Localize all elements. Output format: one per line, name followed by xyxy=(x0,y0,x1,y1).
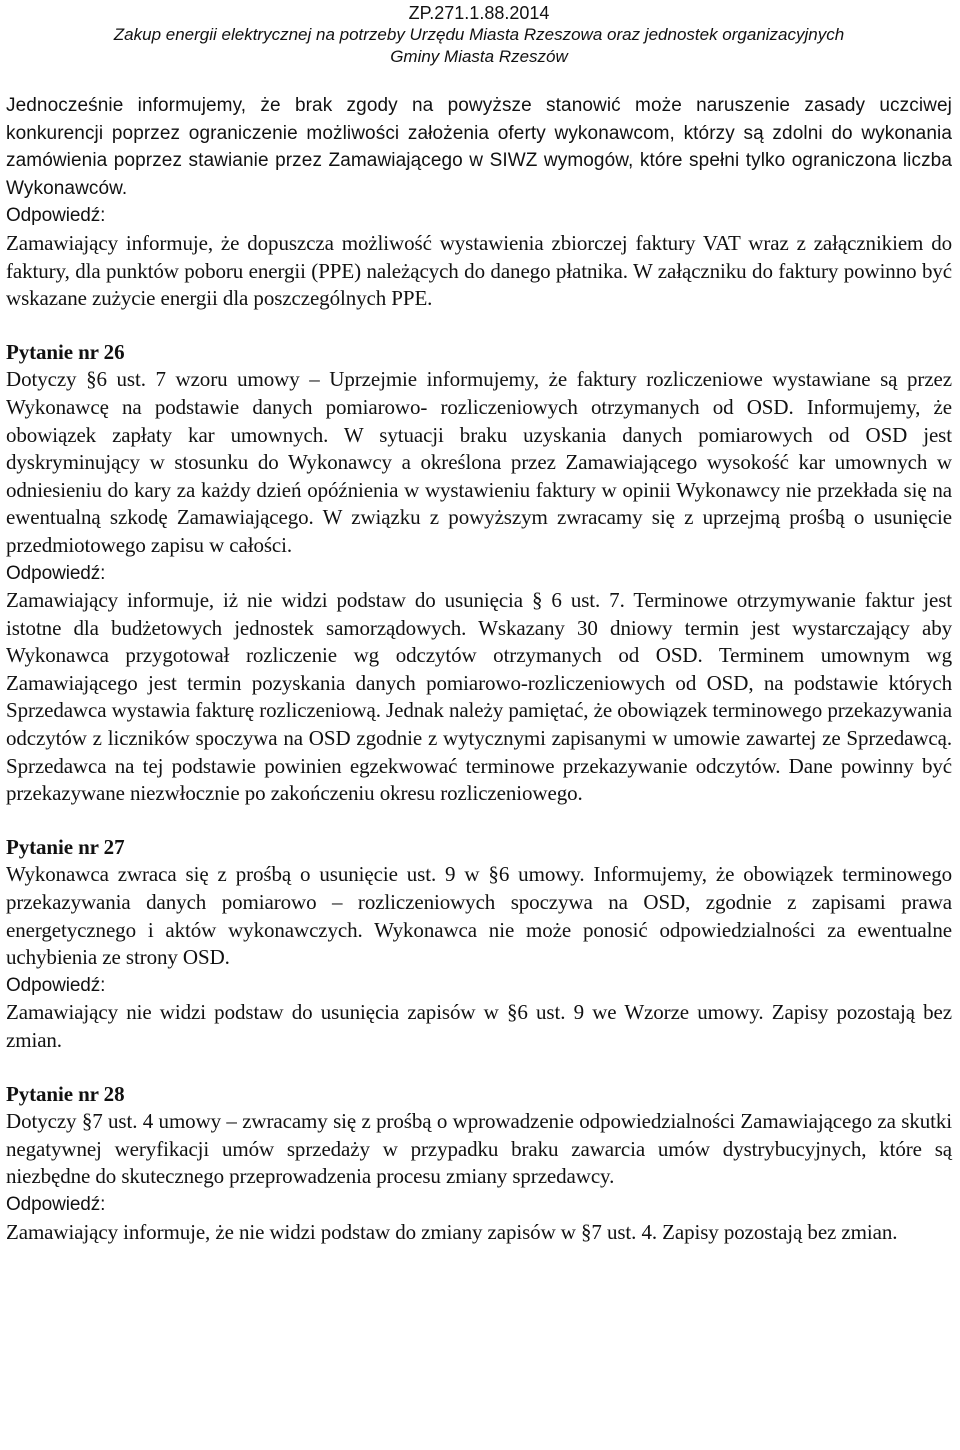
question-26-text: Dotyczy §6 ust. 7 wzoru umowy – Uprzejmie informujemy, że faktury rozliczeniowe wystawiane są przez Wykonawcę na podstawie danych pomiarowo- rozliczeniowych otrzymanych od OSD. Informujemy, że obowiązek zapłaty kar umownych. W sytuacji braku uzyskania danych pomiarowych od OSD jest dyskryminujący w stosunku do Wykonawcy a określona przez Zamawiającego wysokość kar umownych w odniesieniu do kary za każdy dzień opóźnienia w wystawieniu faktury w opinii Wykonawcy nie przekłada się na ewentualną szkodę Zamawiającego. W związku z powyższym zwracamy się z uprzejmą prośbą o usunięcie przedmiotowego zapisu w całości. xyxy=(6,367,952,557)
question-28-text: Dotyczy §7 ust. 4 umowy – zwracamy się z prośbą o wprowadzenie odpowiedzialności Zamawiającego za skutki negatywnej weryfikacji umów sprzedaży w przypadku braku zawarcia umów dystrybucyjnych, które są niezbędne do skutecznego przeprowadzenia procesu zmiany sprzedawcy. xyxy=(6,1109,952,1189)
document-body xyxy=(6,92,952,1246)
intro-paragraph: Jednocześnie informujemy, że brak zgody na powyższe stanowić może naruszenie zasady uczciwej konkurencji poprzez ograniczenie możliwości założenia oferty wykonawcom, którzy są zdolni do wykonania zamówienia poprzez stawianie przez Zamawiającego w SIWZ wymogów, które spełni tylko ograniczona liczba Wykonawców. xyxy=(6,95,952,199)
question-26-answer: Zamawiający informuje, iż nie widzi podstaw do usunięcia § 6 ust. 7. Terminowe otrzymywanie faktur jest istotne dla budżetowych jednostek samorządowych. Wskazany 30 dniowy termin jest wystarczający aby Wykonawca przygotował rozliczenie wg odczytów otrzymanych od OSD. Terminem umownym wg Zamawiającego jest termin pozyskania danych pomiarowo-rozliczeniowych od OSD, na podstawie których Sprzedawca wystawia fakturę rozliczeniową. Jednak należy pamiętać, że obowiązek terminowego przekazywania odczytów z liczników spoczywa na OSD zgodnie z wytycznymi zapisanymi w umowie zawartej ze Sprzedawcą. Sprzedawca na tej podstawie powinien egzekwować terminowe przekazywanie odczytów. Dane powinny być przekazywane niezwłocznie po zakończeniu okresu rozliczeniowego. xyxy=(6,588,952,806)
question-27-heading: Pytanie nr 27 xyxy=(6,834,125,859)
header-title-line-1: Zakup energii elektrycznej na potrzeby Urzędu Miasta Rzeszowa oraz jednostek organizacyjnych xyxy=(113,25,845,44)
question-27-answer-label: Odpowiedź: xyxy=(6,974,106,996)
question-27-text: Wykonawca zwraca się z prośbą o usunięcie ust. 9 w §6 umowy. Informujemy, że obowiązek terminowego przekazywania danych pomiarowo – rozliczeniowych spoczywa na OSD, zgodnie z zapisami prawa energetycznego i aktów wykonawczych. Wykonawca nie może ponosić odpowiedzialności za ewentualne uchybienia ze strony OSD. xyxy=(6,862,952,970)
question-26-answer-label: Odpowiedź: xyxy=(6,562,106,584)
intro-answer: Zamawiający informuje, że dopuszcza możliwość wystawienia zbiorczej faktury VAT wraz z załącznikiem do faktury, dla punktów poboru energii (PPE) należących do danego płatnika. W załączniku do faktury powinno być wskazane zużycie energii dla poszczególnych PPE. xyxy=(6,230,952,311)
question-26-heading: Pytanie nr 26 xyxy=(6,339,125,364)
reference-number: ZP.271.1.88.2014 xyxy=(408,3,550,23)
header-title-line-2: Gminy Miasta Rzeszów xyxy=(390,47,568,66)
document-header xyxy=(6,2,952,68)
intro-answer-label: Odpowiedź: xyxy=(6,205,106,227)
question-27-answer: Zamawiający nie widzi podstaw do usunięcia zapisów w §6 ust. 9 we Wzorze umowy. Zapisy pozostają bez zmian. xyxy=(6,1000,952,1052)
question-28-answer: Zamawiający informuje, że nie widzi podstaw do zmiany zapisów w §7 ust. 4. Zapisy pozostają bez zmian. xyxy=(6,1219,898,1244)
question-28-heading: Pytanie nr 28 xyxy=(6,1081,125,1106)
question-28-answer-label: Odpowiedź: xyxy=(6,1193,106,1215)
